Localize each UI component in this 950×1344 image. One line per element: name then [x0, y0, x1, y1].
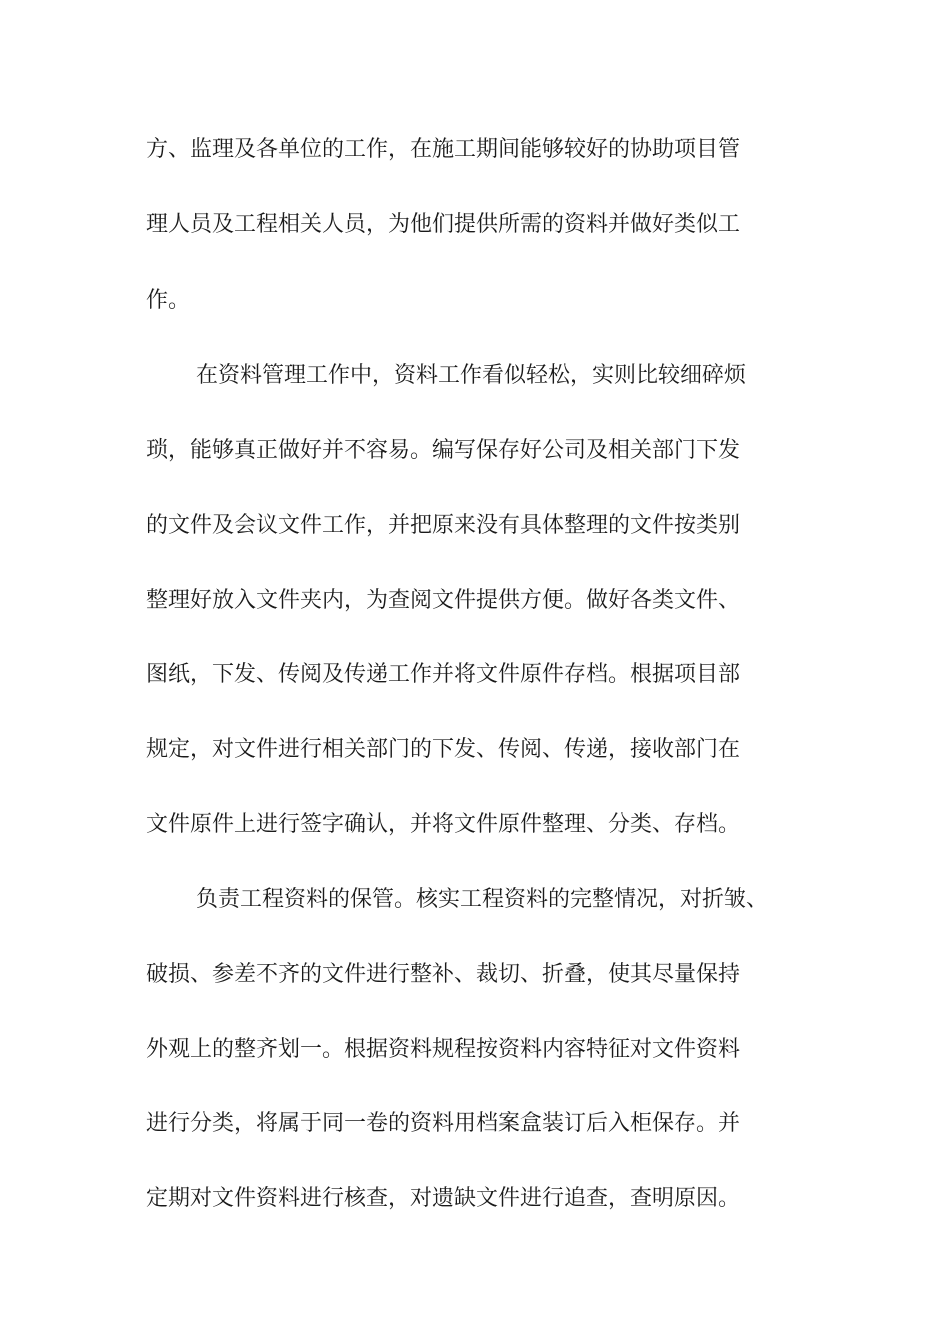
body-text-line: 图纸，下发、传阅及传递工作并将文件原件存档。根据项目部	[146, 662, 741, 687]
paragraph-first-line: 在资料管理工作中，资料工作看似轻松，实则比较细碎烦	[196, 363, 747, 388]
body-text-line: 琐，能够真正做好并不容易。编写保存好公司及相关部门下发	[146, 438, 741, 463]
body-text-line: 外观上的整齐划一。根据资料规程按资料内容特征对文件资料	[146, 1037, 741, 1062]
body-text-line: 进行分类，将属于同一卷的资料用档案盒装订后入柜保存。并	[146, 1111, 741, 1136]
body-text-line: 定期对文件资料进行核查，对遗缺文件进行追查，查明原因。	[146, 1186, 741, 1211]
body-text-line: 方、监理及各单位的工作，在施工期间能够较好的协助项目管	[146, 137, 741, 162]
body-text-line: 整理好放入文件夹内，为查阅文件提供方便。做好各类文件、	[146, 588, 741, 613]
body-text-line: 文件原件上进行签字确认，并将文件原件整理、分类、存档。	[146, 812, 741, 837]
paragraph-first-line: 负责工程资料的保管。核实工程资料的完整情况，对折皱、	[196, 887, 769, 912]
body-text-line: 规定，对文件进行相关部门的下发、传阅、传递，接收部门在	[146, 737, 741, 762]
body-text-line: 的文件及会议文件工作，并把原来没有具体整理的文件按类别	[146, 513, 741, 538]
body-text-line: 作。	[146, 288, 191, 313]
body-text-line: 理人员及工程相关人员，为他们提供所需的资料并做好类似工	[146, 212, 741, 237]
body-text-line: 破损、参差不齐的文件进行整补、裁切、折叠，使其尽量保持	[146, 962, 741, 987]
